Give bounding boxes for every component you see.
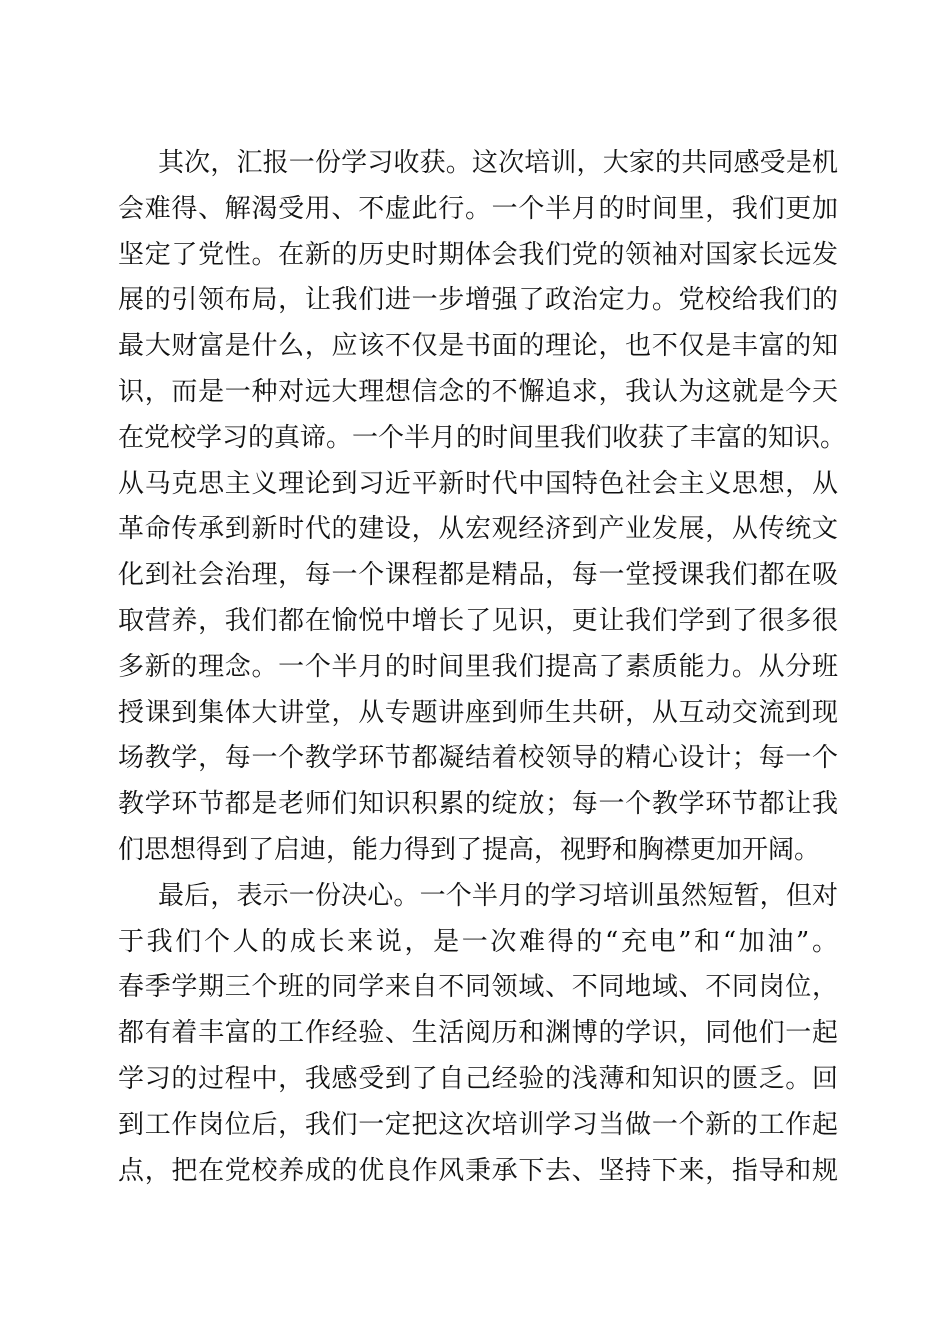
paragraph-1-line-3: 坚定了党性。在新的历史时期体会我们党的领袖对国家长远发: [118, 239, 838, 270]
paragraph-1-line-15: 教学环节都是老师们知识积累的绽放；每一个教学环节都让我: [118, 789, 838, 820]
paragraph-1-line-12: 多新的理念。一个半月的时间里我们提高了素质能力。从分班: [118, 651, 838, 682]
paragraph-2-line-3: 春季学期三个班的同学来自不同领域、不同地域、不同岗位，: [118, 972, 838, 1003]
paragraph-1-line-13: 授课到集体大讲堂，从专题讲座到师生共研，从互动交流到现: [118, 697, 838, 728]
paragraph-1-line-6: 识，而是一种对远大理想信念的不懈追求，我认为这就是今天: [118, 376, 838, 407]
paragraph-2-line-1: 最后，表示一份决心。一个半月的学习培训虽然短暂，但对: [158, 880, 838, 911]
paragraph-2-line-5: 学习的过程中，我感受到了自己经验的浅薄和知识的匮乏。回: [118, 1063, 838, 1094]
paragraph-1-line-8: 从马克思主义理论到习近平新时代中国特色社会主义思想，从: [118, 468, 838, 499]
paragraph-1-line-11: 取营养，我们都在愉悦中增长了见识，更让我们学到了很多很: [118, 605, 838, 636]
paragraph-2-line-2: 于我们个人的成长来说，是一次难得的“充电”和“加油”。: [118, 926, 838, 957]
paragraph-1-line-1: 其次，汇报一份学习收获。这次培训，大家的共同感受是机: [158, 148, 838, 178]
paragraph-1-line-4: 展的引领布局，让我们进一步增强了政治定力。党校给我们的: [118, 285, 838, 316]
paragraph-2-line-7: 点，把在党校养成的优良作风秉承下去、坚持下来，指导和规: [118, 1155, 838, 1186]
paragraph-1-line-10: 化到社会治理，每一个课程都是精品，每一堂授课我们都在吸: [118, 560, 838, 591]
body-text: [118, 141, 847, 1194]
paragraph-2-line-4: 都有着丰富的工作经验、生活阅历和渊博的学识，同他们一起: [118, 1018, 838, 1049]
paragraph-1-line-9: 革命传承到新时代的建设，从宏观经济到产业发展，从传统文: [118, 514, 838, 545]
paragraph-1-line-16: 们思想得到了启迪，能力得到了提高，视野和胸襟更加开阔。: [118, 834, 821, 865]
paragraph-1-line-7: 在党校学习的真谛。一个半月的时间里我们收获了丰富的知识。: [118, 422, 847, 453]
paragraph-1-line-14: 场教学，每一个教学环节都凝结着校领导的精心设计；每一个: [118, 743, 838, 774]
paragraph-1-line-2: 会难得、解渴受用、不虚此行。一个半月的时间里，我们更加: [118, 193, 838, 224]
paragraph-2-line-6: 到工作岗位后，我们一定把这次培训学习当做一个新的工作起: [118, 1109, 838, 1140]
paragraph-1-line-5: 最大财富是什么，应该不仅是书面的理论，也不仅是丰富的知: [118, 331, 838, 362]
